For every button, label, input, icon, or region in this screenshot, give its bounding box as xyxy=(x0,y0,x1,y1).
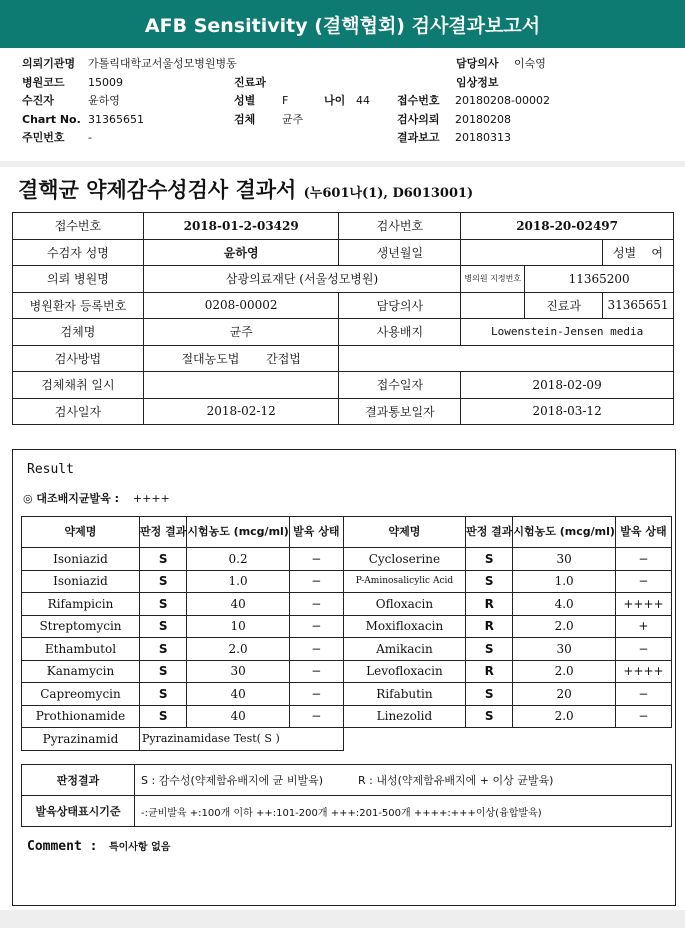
comment-label: Comment : xyxy=(27,839,98,854)
judge: S xyxy=(466,683,513,706)
cell-label: 진료과 xyxy=(525,292,603,319)
info-value: F xyxy=(282,94,289,107)
growth-legend-label: 발육상태표시기준 xyxy=(22,796,135,827)
concentration: 20 xyxy=(513,683,616,706)
info-value xyxy=(293,73,456,92)
cell-label: 생년월일 xyxy=(339,239,461,266)
drug-name: Isoniazid xyxy=(22,570,140,593)
info-label: 결과보고 xyxy=(397,131,440,144)
growth-status: − xyxy=(615,638,671,661)
judge: S xyxy=(139,660,186,683)
judge: S xyxy=(139,548,186,571)
concentration: 2.0 xyxy=(513,615,616,638)
cell-label: 검체명 xyxy=(13,319,144,346)
cell-label: 검사일자 xyxy=(13,398,144,425)
reg-no: 2018-01-2-03429 xyxy=(143,213,339,240)
drug-name: Moxifloxacin xyxy=(343,615,465,638)
concentration: 30 xyxy=(513,638,616,661)
header-drug: 약제명 xyxy=(343,517,465,548)
drug-row xyxy=(22,570,672,593)
header-growth: 발육 상태 xyxy=(615,517,671,548)
info-label: 수진자 xyxy=(22,94,54,107)
judge: S xyxy=(139,570,186,593)
concentration: 30 xyxy=(513,548,616,571)
judge-legend-r: R : 내성(약제함유배지에 + 이상 균발육) xyxy=(358,774,554,787)
drug-name: Levofloxacin xyxy=(343,660,465,683)
report-code: (누601나(1), D6013001) xyxy=(303,186,474,201)
cell-label: 사용배지 xyxy=(339,319,461,346)
info-label: 의뢰기관명 xyxy=(22,57,76,70)
medium: Lowenstein-Jensen media xyxy=(461,319,674,346)
growth-legend: -:균비발육 +:100개 이하 ++:101-200개 +++:201-500개 ++++:+++이상(융합발육) xyxy=(135,796,672,827)
growth-status: − xyxy=(615,570,671,593)
growth-status: ++++ xyxy=(615,593,671,616)
concentration: 30 xyxy=(187,660,290,683)
drug-row xyxy=(22,593,672,616)
judge: R xyxy=(466,660,513,683)
judge: S xyxy=(466,705,513,728)
drug-rows xyxy=(22,548,672,728)
report-banner: AFB Sensitivity (결핵협회) 검사결과보고서 xyxy=(0,0,685,48)
header-growth: 발육 상태 xyxy=(289,517,343,548)
hospital-name: 삼광의료재단 (서울성모병원) xyxy=(143,266,460,293)
header-conc: 시험농도 (mcg/ml) xyxy=(513,517,616,548)
info-label: 나이 xyxy=(324,94,346,107)
info-value: 가톨릭대학교서울성모병원병동 xyxy=(88,57,237,70)
drug-row xyxy=(22,548,672,571)
notify-date: 2018-03-12 xyxy=(461,398,674,425)
info-label: 성별 xyxy=(234,94,256,107)
cell-label: 의뢰 병원명 xyxy=(13,266,144,293)
drug-row xyxy=(22,638,672,661)
concentration: 0.2 xyxy=(187,548,290,571)
drug-row xyxy=(22,683,672,706)
cell-label: 수검자 성명 xyxy=(13,239,144,266)
result-heading: Result xyxy=(27,462,74,477)
legend-table xyxy=(21,764,672,827)
header-judge: 판정 결과 xyxy=(466,517,513,548)
cell-label: 검사번호 xyxy=(339,213,461,240)
concentration: 40 xyxy=(187,683,290,706)
concentration: 2.0 xyxy=(187,638,290,661)
cell-label: 담당의사 xyxy=(339,292,461,319)
exam-no: 2018-20-02497 xyxy=(461,213,674,240)
designated-no: 11365200 xyxy=(525,266,674,293)
drug-name: Amikacin xyxy=(343,638,465,661)
cell-label: 접수일자 xyxy=(339,372,461,399)
drug-name: Rifabutin xyxy=(343,683,465,706)
concentration: 10 xyxy=(187,615,290,638)
info-value: 15009 xyxy=(88,75,123,89)
header-judge: 판정 결과 xyxy=(139,517,186,548)
patient-table xyxy=(12,212,674,425)
drug-name: Linezolid xyxy=(343,705,465,728)
comment-text: 특이사항 없음 xyxy=(108,842,171,853)
report-title-text: 결핵균 약제감수성검사 결과서 xyxy=(18,177,297,202)
judge: S xyxy=(139,638,186,661)
drug-name: Streptomycin xyxy=(22,615,140,638)
doctor xyxy=(461,292,525,319)
growth-status: − xyxy=(289,570,343,593)
growth-status: − xyxy=(289,705,343,728)
info-label: 진료과 xyxy=(234,75,266,89)
info-label: 검체 xyxy=(234,112,256,126)
judge: S xyxy=(466,570,513,593)
sex-value: 여 xyxy=(651,245,664,260)
info-value: 균주 xyxy=(282,112,304,126)
method-blank xyxy=(339,345,674,372)
header-drug: 약제명 xyxy=(22,517,140,548)
cell-label: 병의원 지정번호 xyxy=(461,266,525,293)
drug-row xyxy=(22,705,672,728)
judge-legend xyxy=(135,765,672,796)
drug-name: Kanamycin xyxy=(22,660,140,683)
info-value: 20180313 xyxy=(455,131,511,144)
pyrazinamidase-test: Pyrazinamidase Test( S ) xyxy=(139,728,343,751)
growth-status: + xyxy=(615,615,671,638)
drug-name: Ofloxacin xyxy=(343,593,465,616)
growth-status: − xyxy=(289,638,343,661)
result-box xyxy=(12,449,676,906)
info-label: Chart No. xyxy=(22,112,81,126)
request-info xyxy=(22,54,672,147)
drug-row xyxy=(22,615,672,638)
header-conc: 시험농도 (mcg/ml) xyxy=(187,517,290,548)
method-a: 절대농도법 xyxy=(181,351,240,366)
drug-row xyxy=(22,660,672,683)
info-label: 병원코드 xyxy=(22,75,65,89)
dept: 31365651 xyxy=(603,292,674,319)
drug-name: Cycloserine xyxy=(343,548,465,571)
info-value: - xyxy=(88,131,92,144)
receipt-date: 2018-02-09 xyxy=(461,372,674,399)
cell-label: 병원환자 등록번호 xyxy=(13,292,144,319)
info-value: 20180208-00002 xyxy=(455,94,550,107)
drug-name: Ethambutol xyxy=(22,638,140,661)
cell-label: 접수번호 xyxy=(13,213,144,240)
info-value: 이숙영 xyxy=(514,57,546,70)
comment xyxy=(27,838,170,854)
judge: S xyxy=(139,705,186,728)
drug-name: Prothionamide xyxy=(22,705,140,728)
cell-label: 결과통보일자 xyxy=(339,398,461,425)
judge: R xyxy=(466,615,513,638)
page-footer-band xyxy=(0,910,685,928)
growth-status: − xyxy=(289,615,343,638)
specimen: 균주 xyxy=(143,319,339,346)
info-label: 담당의사 xyxy=(456,57,499,70)
concentration: 40 xyxy=(187,593,290,616)
growth-status: − xyxy=(615,705,671,728)
growth-status: − xyxy=(615,683,671,706)
judge-legend-s: S : 감수성(약제함유배지에 균 비발육) xyxy=(141,774,324,787)
growth-status: − xyxy=(289,593,343,616)
info-label: 임상정보 xyxy=(456,75,499,89)
pyrazinamide-label: Pyrazinamid xyxy=(22,728,140,751)
judge: S xyxy=(139,615,186,638)
info-label: 검사의뢰 xyxy=(397,112,440,126)
judge: S xyxy=(466,548,513,571)
concentration: 1.0 xyxy=(513,570,616,593)
growth-status: − xyxy=(289,660,343,683)
judge-legend-label: 판정결과 xyxy=(22,765,135,796)
drug-name: P-Aminosalicylic Acid xyxy=(343,570,465,593)
info-label: 주민번호 xyxy=(22,131,65,144)
control-growth-label: ◎ 대조배지균발육 : xyxy=(23,492,120,505)
patient-reg-no: 0208-00002 xyxy=(143,292,339,319)
patient-name: 윤하영 xyxy=(143,239,339,266)
growth-status: − xyxy=(289,548,343,571)
cell-label: 검체채취 일시 xyxy=(13,372,144,399)
concentration: 2.0 xyxy=(513,705,616,728)
info-value: 윤하영 xyxy=(88,94,120,107)
growth-status: − xyxy=(289,683,343,706)
section-divider xyxy=(0,161,685,167)
judge: R xyxy=(466,593,513,616)
control-growth-value: ++++ xyxy=(132,492,170,505)
info-value: 31365651 xyxy=(88,112,144,126)
judge: S xyxy=(139,593,186,616)
test-date: 2018-02-12 xyxy=(143,398,339,425)
info-label: 접수번호 xyxy=(397,94,440,107)
sex xyxy=(603,239,674,266)
judge: S xyxy=(466,638,513,661)
report-title xyxy=(18,174,473,204)
concentration: 4.0 xyxy=(513,593,616,616)
info-value: 20180208 xyxy=(455,112,511,126)
dob xyxy=(461,239,603,266)
judge: S xyxy=(139,683,186,706)
drug-name: Rifampicin xyxy=(22,593,140,616)
drug-table xyxy=(21,516,672,751)
info-value: 44 xyxy=(356,94,370,107)
sex-label: 성별 xyxy=(612,245,637,260)
drug-name: Capreomycin xyxy=(22,683,140,706)
method xyxy=(143,345,339,372)
collect-date xyxy=(143,372,339,399)
concentration: 1.0 xyxy=(187,570,290,593)
method-b: 간접법 xyxy=(266,351,301,366)
drug-name: Isoniazid xyxy=(22,548,140,571)
concentration: 40 xyxy=(187,705,290,728)
concentration: 2.0 xyxy=(513,660,616,683)
cell-label: 검사방법 xyxy=(13,345,144,372)
control-growth xyxy=(23,490,170,506)
growth-status: ++++ xyxy=(615,660,671,683)
growth-status: − xyxy=(615,548,671,571)
